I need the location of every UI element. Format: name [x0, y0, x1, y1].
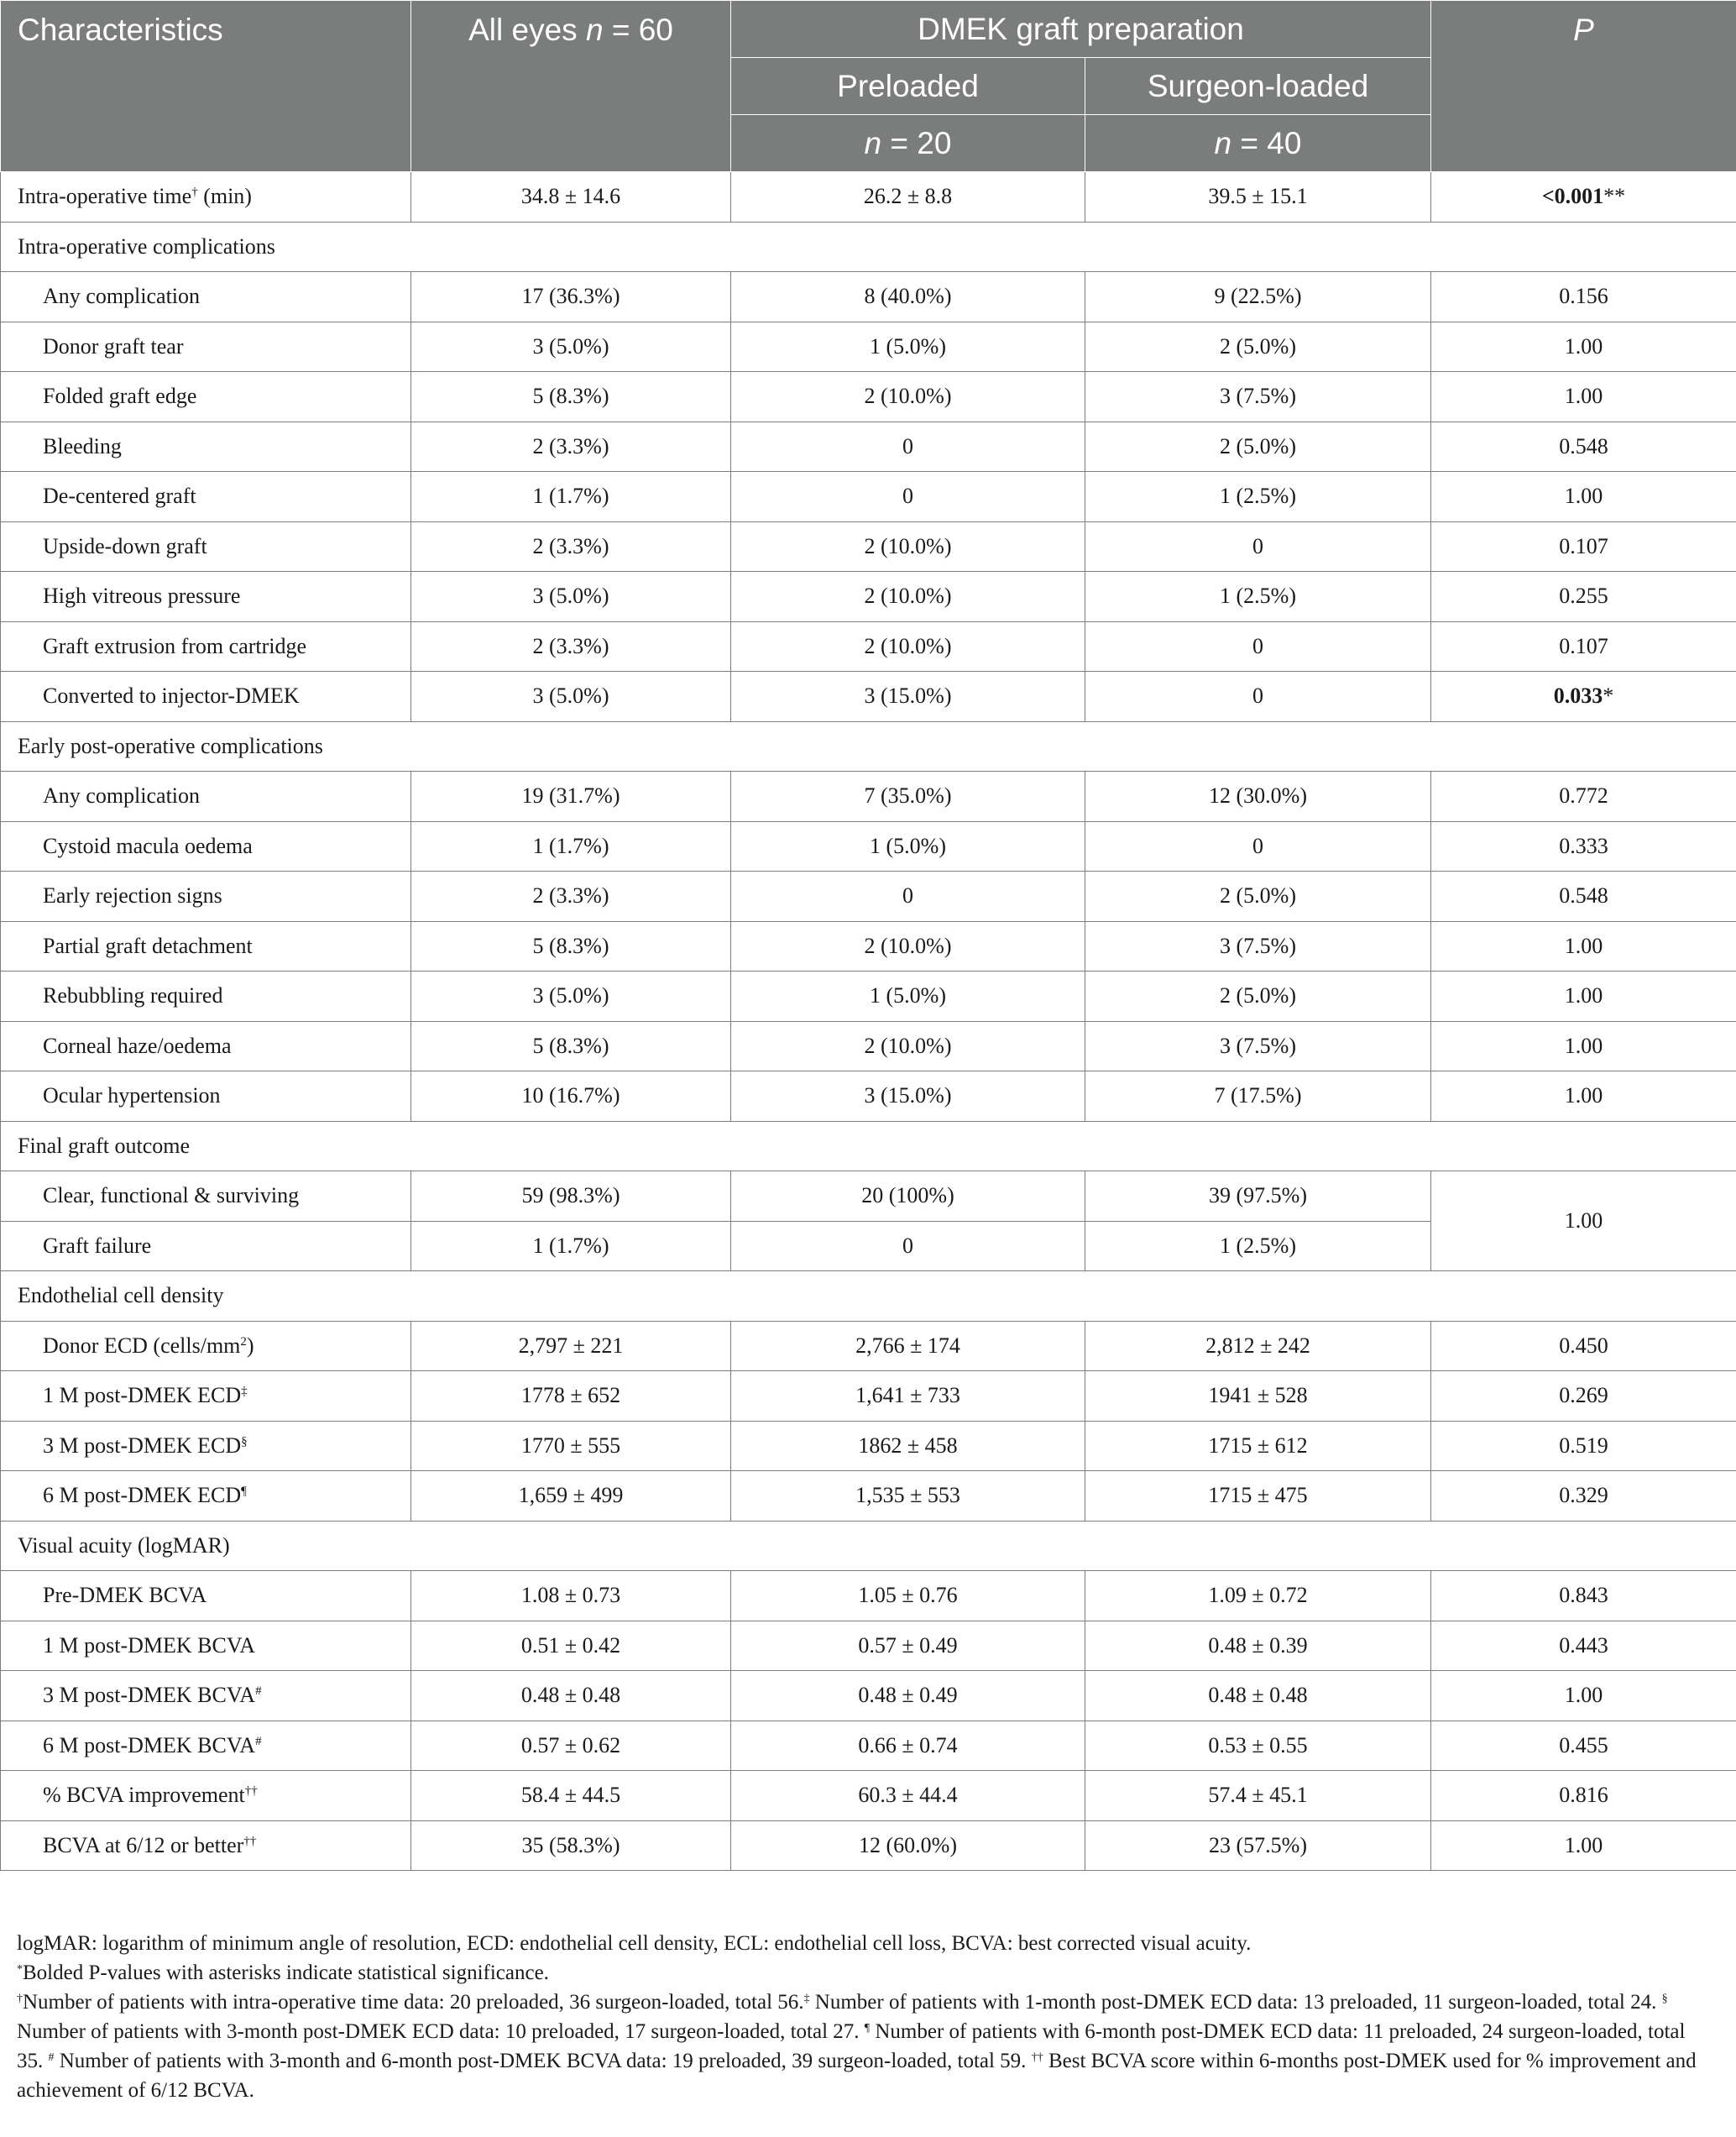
table-row: Graft extrusion from cartridge 2 (3.3%) 2 (10.0%) 0 0.107	[1, 621, 1736, 672]
header-preloaded-n: n = 20	[731, 115, 1085, 172]
table-footnotes	[17, 1929, 1712, 2105]
header-all-eyes: All eyes n = 60	[411, 1, 731, 172]
table-row: Early rejection signs 2 (3.3%) 0 2 (5.0%) 0.548	[1, 872, 1736, 922]
footnote-sample-sizes: †Number of patients with intra-operative time data: 20 preloaded, 36 surgeon-loaded, total 56.‡ Number of patients with 1-month post-DMEK ECD data: 13 preloaded, 11 surgeon-loaded, total 24. § Number of patients with 3-month post-DMEK ECD data: 10 preloaded, 17 surgeon-loaded, total 27. ¶ Number of patients with 6-month post-DMEK ECD data: 11 preloaded, 24 surgeon-loaded, total 35. # Number of patients with 3-month and 6-month post-DMEK BCVA data: 19 preloaded, 39 surgeon-loaded, total 59. †† Best BCVA score within 6-months post-DMEK used for % improvement and achievement of 6/12 BCVA.	[17, 1991, 1697, 2102]
table-row: Bleeding 2 (3.3%) 0 2 (5.0%) 0.548	[1, 422, 1736, 472]
table-row: 3 M post-DMEK BCVA# 0.48 ± 0.48 0.48 ± 0.49 0.48 ± 0.48 1.00	[1, 1671, 1736, 1721]
table-row: Upside-down graft 2 (3.3%) 2 (10.0%) 0 0.107	[1, 521, 1736, 572]
header-characteristics: Characteristics	[1, 1, 411, 172]
section-row: Intra-operative complications	[1, 222, 1736, 272]
header-surgeon-loaded: Surgeon-loaded	[1085, 58, 1431, 115]
table-row: Any complication 19 (31.7%) 7 (35.0%) 12 (30.0%) 0.772	[1, 772, 1736, 822]
table-row: Intra-operative time† (min) 34.8 ± 14.6 26.2 ± 8.8 39.5 ± 15.1 <0.001**	[1, 172, 1736, 223]
header-graft-preparation: DMEK graft preparation	[731, 1, 1431, 58]
section-row: Early post-operative complications	[1, 721, 1736, 772]
table-row: Partial graft detachment 5 (8.3%) 2 (10.0%) 3 (7.5%) 1.00	[1, 921, 1736, 972]
section-row: Final graft outcome	[1, 1121, 1736, 1171]
table-row: Donor ECD $(cells/mm^2)$ 2,797 ± 221 2,766 ± 174 2,812 ± 242 0.450	[1, 1321, 1736, 1371]
table-row: Pre-DMEK BCVA 1.08 ± 0.73 1.05 ± 0.76 1.09 ± 0.72 0.843	[1, 1571, 1736, 1621]
table-row: Clear, functional & surviving 59 (98.3%) 20 (100%) 39 (97.5%) 1.00	[1, 1171, 1736, 1222]
table-row: Rebubbling required 3 (5.0%) 1 (5.0%) 2 (5.0%) 1.00	[1, 972, 1736, 1022]
table-row: 1 M post-DMEK ECD‡ 1778 ± 652 1,641 ± 733 1941 ± 528 0.269	[1, 1371, 1736, 1422]
header-preloaded: Preloaded	[731, 58, 1085, 115]
table-row: 6 M post-DMEK BCVA# 0.57 ± 0.62 0.66 ± 0.74 0.53 ± 0.55 0.455	[1, 1721, 1736, 1771]
table-row: 6 M post-DMEK ECD¶ 1,659 ± 499 1,535 ± 553 1715 ± 475 0.329	[1, 1471, 1736, 1522]
table-row: BCVA at 6/12 or better†† 35 (58.3%) 12 (60.0%) 23 (57.5%) 1.00	[1, 1820, 1736, 1871]
table-row: Donor graft tear 3 (5.0%) 1 (5.0%) 2 (5.0%) 1.00	[1, 322, 1736, 372]
table-row: Any complication 17 (36.3%) 8 (40.0%) 9 (22.5%) 0.156	[1, 272, 1736, 322]
footnote-significance: *Bolded P-values with asterisks indicate statistical significance.	[17, 1962, 549, 1984]
section-row: Endothelial cell density	[1, 1271, 1736, 1322]
table-row: Graft failure 1 (1.7%) 0 1 (2.5%)	[1, 1221, 1736, 1271]
table-body	[1, 172, 1736, 1871]
table-row: De-centered graft 1 (1.7%) 0 1 (2.5%) 1.00	[1, 472, 1736, 522]
table-row: Ocular hypertension 10 (16.7%) 3 (15.0%) 7 (17.5%) 1.00	[1, 1071, 1736, 1122]
table-row: Cystoid macula oedema 1 (1.7%) 1 (5.0%) 0 0.333	[1, 821, 1736, 872]
table-header	[1, 1, 1736, 172]
table-row: Folded graft edge 5 (8.3%) 2 (10.0%) 3 (7.5%) 1.00	[1, 372, 1736, 422]
table-row: Corneal haze/oedema 5 (8.3%) 2 (10.0%) 3 (7.5%) 1.00	[1, 1021, 1736, 1071]
table-row: High vitreous pressure 3 (5.0%) 2 (10.0%) 1 (2.5%) 0.255	[1, 572, 1736, 622]
table-row: % BCVA improvement†† 58.4 ± 44.5 60.3 ± 44.4 57.4 ± 45.1 0.816	[1, 1771, 1736, 1821]
section-row: Visual acuity (logMAR)	[1, 1521, 1736, 1571]
header-p: P	[1431, 1, 1736, 172]
header-surgeon-n: n = 40	[1085, 115, 1431, 172]
footnote-abbreviations: logMAR: logarithm of minimum angle of resolution, ECD: endothelial cell density, ECL: endothelial cell loss, BCVA: best corrected visual acuity.	[17, 1932, 1252, 1955]
table-row: 3 M post-DMEK ECD§ 1770 ± 555 1862 ± 458 1715 ± 612 0.519	[1, 1421, 1736, 1471]
table-row: Converted to injector-DMEK 3 (5.0%) 3 (15.0%) 0 0.033*	[1, 672, 1736, 722]
table-row: 1 M post-DMEK BCVA 0.51 ± 0.42 0.57 ± 0.49 0.48 ± 0.39 0.443	[1, 1621, 1736, 1671]
